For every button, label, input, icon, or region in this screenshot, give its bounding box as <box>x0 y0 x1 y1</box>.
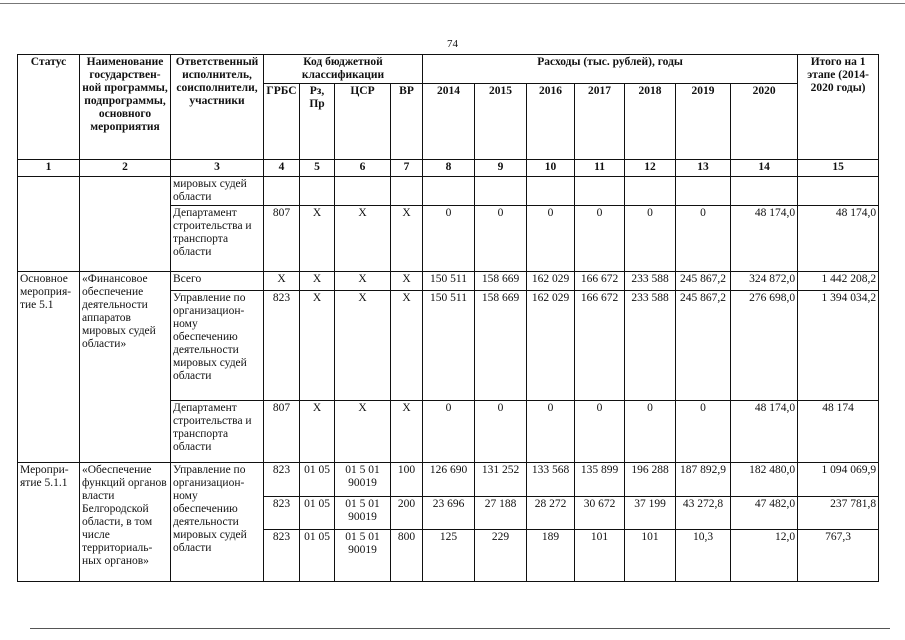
header-executor: Ответственный исполнитель, соисполнители, участники <box>171 55 264 160</box>
value-cell: 48 174,0 <box>731 206 798 272</box>
csr-cell: 01 5 01 90019 <box>335 463 391 497</box>
value-cell: 162 029 <box>527 272 575 291</box>
column-number: 2 <box>80 160 171 177</box>
executor-cell: Управление по организацион-ному обеспечению деятельности мировых судей области <box>171 463 264 582</box>
value-cell: 135 899 <box>575 463 625 497</box>
value-cell <box>625 177 676 206</box>
value-cell: 0 <box>676 206 731 272</box>
header-vr: ВР <box>391 84 423 160</box>
value-cell: 0 <box>575 401 625 463</box>
grbs-cell: 823 <box>264 497 300 530</box>
vr-cell: 100 <box>391 463 423 497</box>
column-number: 10 <box>527 160 575 177</box>
value-cell: 0 <box>423 206 475 272</box>
value-cell: 0 <box>625 206 676 272</box>
value-cell: 0 <box>475 206 527 272</box>
value-cell: 166 672 <box>575 272 625 291</box>
header-status: Статус <box>18 55 80 160</box>
value-cell: 150 511 <box>423 291 475 401</box>
value-cell: 131 252 <box>475 463 527 497</box>
executor-cell: мировых судей области <box>171 177 264 206</box>
vr-cell: Х <box>391 291 423 401</box>
header-expenses: Расходы (тыс. рублей), годы <box>423 55 798 84</box>
value-cell: 10,3 <box>676 530 731 582</box>
column-number: 8 <box>423 160 475 177</box>
column-number: 1 <box>18 160 80 177</box>
vr-cell: 800 <box>391 530 423 582</box>
vr-cell <box>391 177 423 206</box>
grbs-cell: 823 <box>264 291 300 401</box>
total-cell: 767,3 <box>798 530 879 582</box>
csr-cell: Х <box>335 401 391 463</box>
value-cell: 12,0 <box>731 530 798 582</box>
rz-cell: 01 05 <box>300 497 335 530</box>
value-cell: 196 288 <box>625 463 676 497</box>
status-cell <box>18 177 80 272</box>
column-number: 12 <box>625 160 676 177</box>
value-cell: 101 <box>575 530 625 582</box>
value-cell: 182 480,0 <box>731 463 798 497</box>
column-number: 11 <box>575 160 625 177</box>
value-cell: 233 588 <box>625 291 676 401</box>
program-name-cell <box>80 177 171 272</box>
bottom-rule <box>30 628 890 631</box>
value-cell: 125 <box>423 530 475 582</box>
column-number: 15 <box>798 160 879 177</box>
grbs-cell <box>264 177 300 206</box>
value-cell <box>676 177 731 206</box>
value-cell: 162 029 <box>527 291 575 401</box>
rz-cell: 01 05 <box>300 530 335 582</box>
column-number: 9 <box>475 160 527 177</box>
value-cell <box>731 177 798 206</box>
csr-cell: Х <box>335 272 391 291</box>
rz-cell: Х <box>300 401 335 463</box>
value-cell: 0 <box>527 401 575 463</box>
header-year: 2020 <box>731 84 798 160</box>
value-cell: 0 <box>575 206 625 272</box>
rz-cell: Х <box>300 291 335 401</box>
value-cell: 0 <box>423 401 475 463</box>
value-cell: 166 672 <box>575 291 625 401</box>
value-cell: 133 568 <box>527 463 575 497</box>
status-cell: Меропри-ятие 5.1.1 <box>18 463 80 582</box>
value-cell: 324 872,0 <box>731 272 798 291</box>
header-year: 2015 <box>475 84 527 160</box>
grbs-cell: 823 <box>264 530 300 582</box>
value-cell <box>527 177 575 206</box>
value-cell: 28 272 <box>527 497 575 530</box>
column-number: 6 <box>335 160 391 177</box>
value-cell: 48 174,0 <box>731 401 798 463</box>
executor-cell: Департамент строительства и транспорта области <box>171 401 264 463</box>
executor-cell: Департамент строительства и транспорта области <box>171 206 264 272</box>
header-total: Итого на 1 этапе (2014-2020 годы) <box>798 55 879 160</box>
value-cell: 101 <box>625 530 676 582</box>
csr-cell: 01 5 01 90019 <box>335 497 391 530</box>
value-cell: 126 690 <box>423 463 475 497</box>
value-cell: 37 199 <box>625 497 676 530</box>
total-cell: 1 094 069,9 <box>798 463 879 497</box>
header-year: 2018 <box>625 84 676 160</box>
rz-cell <box>300 177 335 206</box>
value-cell: 30 672 <box>575 497 625 530</box>
executor-cell: Всего <box>171 272 264 291</box>
rz-cell: 01 05 <box>300 463 335 497</box>
column-number: 14 <box>731 160 798 177</box>
value-cell: 276 698,0 <box>731 291 798 401</box>
total-cell: 1 394 034,2 <box>798 291 879 401</box>
program-name-cell: «Финансовое обеспечение деятельности аппаратов мировых судей области» <box>80 272 171 463</box>
column-number: 5 <box>300 160 335 177</box>
value-cell: 27 188 <box>475 497 527 530</box>
total-cell: 48 174,0 <box>798 206 879 272</box>
value-cell: 158 669 <box>475 291 527 401</box>
grbs-cell: 823 <box>264 463 300 497</box>
rz-cell: Х <box>300 272 335 291</box>
vr-cell: Х <box>391 206 423 272</box>
value-cell <box>475 177 527 206</box>
column-number: 7 <box>391 160 423 177</box>
header-year: 2016 <box>527 84 575 160</box>
csr-cell: 01 5 01 90019 <box>335 530 391 582</box>
vr-cell: 200 <box>391 497 423 530</box>
total-cell: 1 442 208,2 <box>798 272 879 291</box>
vr-cell: Х <box>391 272 423 291</box>
grbs-cell: 807 <box>264 401 300 463</box>
column-number: 3 <box>171 160 264 177</box>
csr-cell <box>335 177 391 206</box>
value-cell: 43 272,8 <box>676 497 731 530</box>
table-row <box>18 463 879 497</box>
column-number: 4 <box>264 160 300 177</box>
header-year: 2014 <box>423 84 475 160</box>
total-cell: 48 174 <box>798 401 879 463</box>
total-cell <box>798 177 879 206</box>
table-row <box>18 272 879 291</box>
value-cell: 158 669 <box>475 272 527 291</box>
value-cell: 0 <box>625 401 676 463</box>
value-cell: 0 <box>527 206 575 272</box>
value-cell: 150 511 <box>423 272 475 291</box>
value-cell: 23 696 <box>423 497 475 530</box>
total-cell: 237 781,8 <box>798 497 879 530</box>
budget-table <box>17 54 879 582</box>
grbs-cell: Х <box>264 272 300 291</box>
header-csr: ЦСР <box>335 84 391 160</box>
value-cell: 47 482,0 <box>731 497 798 530</box>
value-cell: 0 <box>475 401 527 463</box>
header-year: 2019 <box>676 84 731 160</box>
column-number: 13 <box>676 160 731 177</box>
value-cell: 245 867,2 <box>676 291 731 401</box>
header-grbs: ГРБС <box>264 84 300 160</box>
grbs-cell: 807 <box>264 206 300 272</box>
column-number-row <box>18 160 879 177</box>
rz-cell: Х <box>300 206 335 272</box>
value-cell <box>575 177 625 206</box>
header-budget-code: Код бюджетной классификации <box>264 55 423 84</box>
header-year: 2017 <box>575 84 625 160</box>
top-rule <box>0 3 905 7</box>
program-name-cell: «Обеспечение функций органов власти Белгородской области, в том числе территориаль-ных органов» <box>80 463 171 582</box>
value-cell: 189 <box>527 530 575 582</box>
csr-cell: Х <box>335 291 391 401</box>
table-row <box>18 177 879 206</box>
value-cell: 229 <box>475 530 527 582</box>
vr-cell: Х <box>391 401 423 463</box>
status-cell: Основное мероприя-тие 5.1 <box>18 272 80 463</box>
value-cell: 245 867,2 <box>676 272 731 291</box>
header-rz-pr: Рз, Пр <box>300 84 335 160</box>
value-cell: 0 <box>676 401 731 463</box>
executor-cell: Управление по организацион-ному обеспечению деятельности мировых судей области <box>171 291 264 401</box>
value-cell: 187 892,9 <box>676 463 731 497</box>
page-number: 74 <box>447 38 458 50</box>
value-cell: 233 588 <box>625 272 676 291</box>
value-cell <box>423 177 475 206</box>
header-program-name: Наименование государствен-ной программы, подпрограммы, основного мероприятия <box>80 55 171 160</box>
csr-cell: Х <box>335 206 391 272</box>
